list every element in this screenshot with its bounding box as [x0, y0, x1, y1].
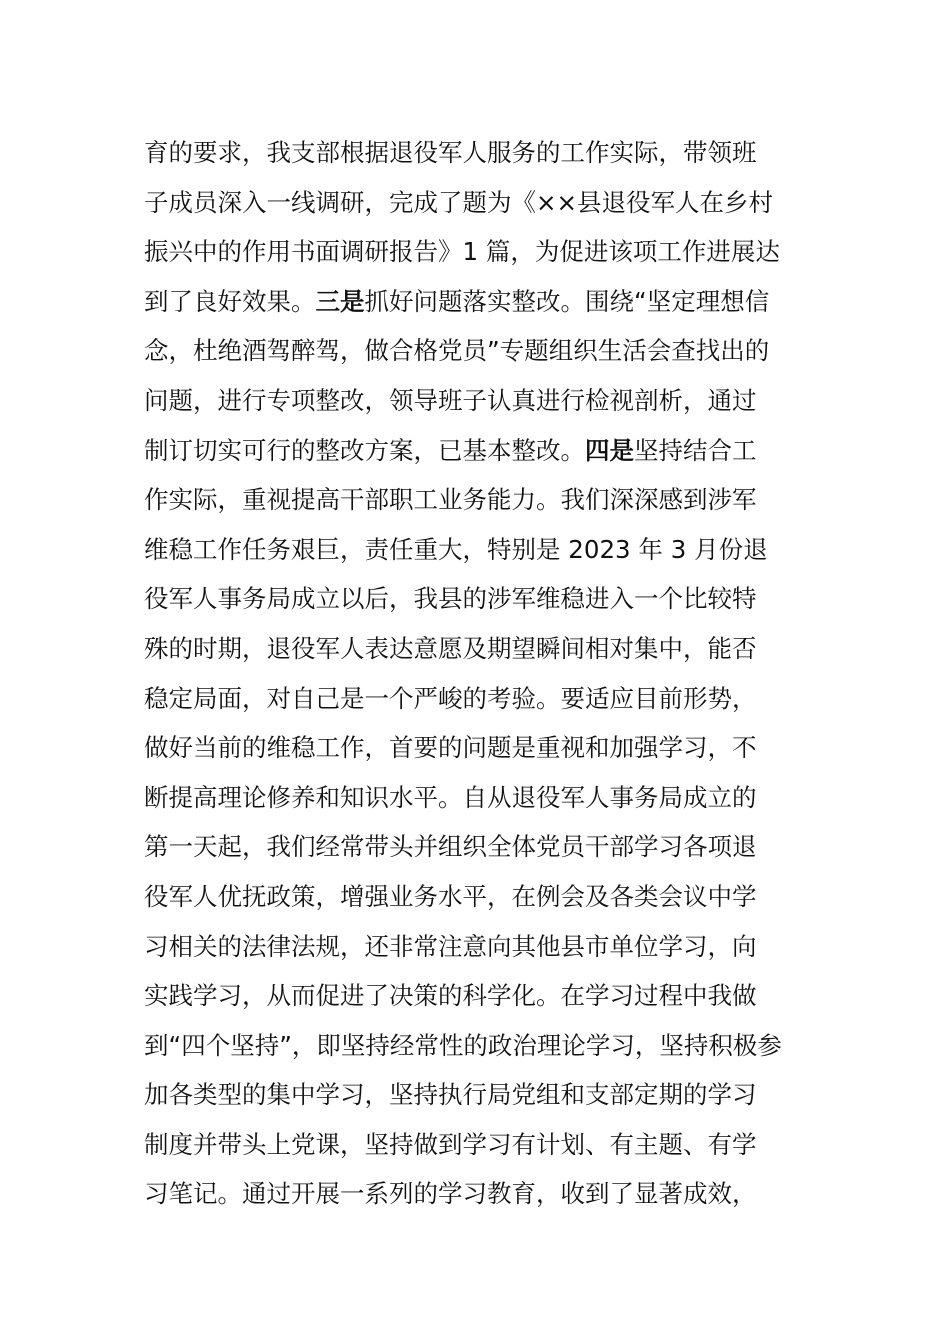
text-line	[144, 426, 824, 476]
text-line	[144, 872, 824, 922]
text-line	[144, 178, 824, 228]
text-line	[144, 277, 824, 327]
text-line	[144, 376, 824, 426]
text-line	[144, 1169, 824, 1219]
text-line	[144, 624, 824, 674]
text-segment: 到“四个坚持”，即坚持经常性的政治理论学习，坚持积极参	[144, 1030, 782, 1060]
text-segment: 稳定局面，对自己是一个严峻的考验。要适应目前形势，	[144, 683, 757, 713]
text-line	[144, 326, 824, 376]
text-line	[144, 1070, 824, 1120]
text-line	[144, 723, 824, 773]
text-segment: 振兴中的作用书面调研报告》1 篇，为促进该项工作进展达	[144, 237, 780, 267]
text-segment: 抓好问题落实整改。围绕“坚定理想信	[364, 286, 770, 316]
text-segment: 加各类型的集中学习，坚持执行局党组和支部定期的学习	[144, 1080, 757, 1110]
text-segment: 殊的时期，退役军人表达意愿及期望瞬间相对集中，能否	[144, 633, 757, 663]
text-line	[144, 1120, 824, 1170]
text-segment: 育的要求，我支部根据退役军人服务的工作实际，带领班	[144, 138, 757, 167]
text-segment: 第一天起，我们经常带头并组织全体党员干部学习各项退	[144, 832, 757, 862]
text-segment: 役军人优抚政策，增强业务水平，在例会及各类会议中学	[144, 881, 757, 911]
text-line	[144, 574, 824, 624]
text-segment: 习相关的法律法规，还非常注意向其他县市单位学习，向	[144, 931, 757, 961]
text-segment: 制订切实可行的整改方案，已基本整改。	[144, 435, 585, 465]
document-body	[144, 128, 824, 1219]
text-line	[144, 475, 824, 525]
text-line	[144, 971, 824, 1021]
text-segment: 念，杜绝酒驾醉驾，做合格党员”专题组织生活会查找出的	[144, 336, 770, 366]
text-line	[144, 822, 824, 872]
text-line	[144, 1021, 824, 1071]
text-line	[144, 525, 824, 575]
text-segment: 做好当前的维稳工作，首要的问题是重视和加强学习，不	[144, 733, 757, 763]
text-line	[144, 674, 824, 724]
bold-text-segment: 三是	[315, 286, 365, 316]
text-segment: 作实际，重视提高干部职工业务能力。我们深深感到涉军	[144, 485, 757, 515]
bold-text-segment: 四是	[585, 435, 634, 465]
text-line	[144, 227, 824, 277]
text-segment: 习笔记。通过开展一系列的学习教育，收到了显著成效，	[144, 1179, 757, 1209]
text-segment: 维稳工作任务艰巨，责任重大，特别是 2023 年 3 月份退	[144, 534, 768, 564]
text-line	[144, 922, 824, 972]
text-segment: 坚持结合工	[634, 435, 757, 465]
text-segment: 实践学习，从而促进了决策的科学化。在学习过程中我做	[144, 981, 757, 1011]
text-segment: 问题，进行专项整改，领导班子认真进行检视剖析，通过	[144, 385, 757, 415]
text-segment: 子成员深入一线调研，完成了题为《××县退役军人在乡村	[144, 187, 774, 217]
text-line	[144, 128, 824, 178]
text-line	[144, 773, 824, 823]
text-segment: 到了良好效果。	[144, 286, 316, 316]
text-segment: 制度并带头上党课，坚持做到学习有计划、有主题、有学	[144, 1129, 757, 1159]
text-segment: 断提高理论修养和知识水平。自从退役军人事务局成立的	[144, 782, 757, 812]
text-segment: 役军人事务局成立以后，我县的涉军维稳进入一个比较特	[144, 584, 757, 614]
